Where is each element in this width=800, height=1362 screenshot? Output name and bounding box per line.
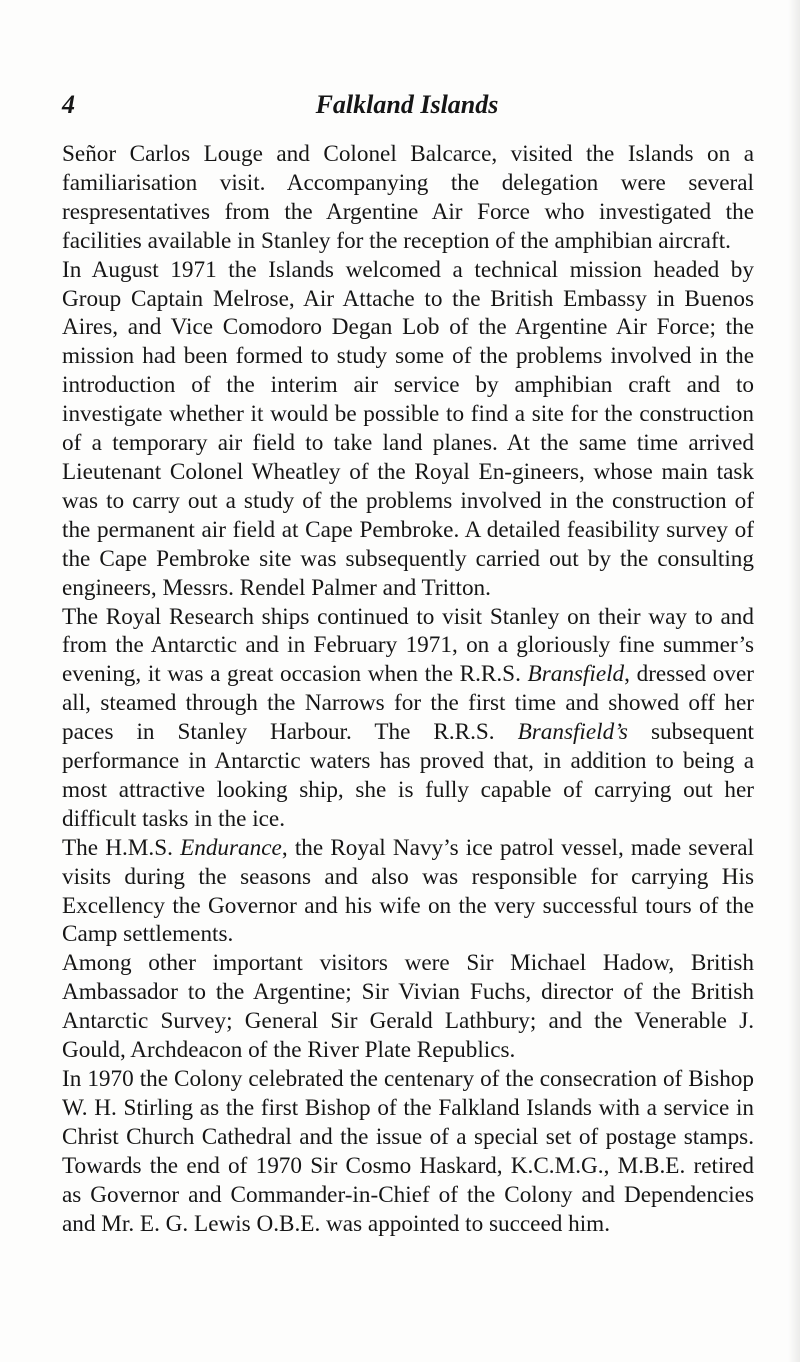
paragraph-text: In 1970 the Colony celebrated the centenary of the consecration of Bishop W. H. Stirling as the first Bishop of the Falkland Islands with a service in Christ Church Cathedral and the issue of a special set of postage stamps. Towards the end of 1970 Sir Cosmo Haskard, K.C.M.G., M.B.E. retired as Governor and Commander-in-Chief of the Colony and Dependencies and Mr. E. G. Lewis O.B.E. was appointed to succeed him.: [62, 1066, 754, 1237]
page-number: 4: [62, 90, 75, 119]
paragraph-text: , dressed over all, steamed through the Narrows for the first time and showed off her paces in Stanley Harbour. The R.R.S.: [62, 661, 754, 746]
paragraph-text: Señor Carlos Louge and Colonel Balcarce, visited the Islands on a familiarisation visit. Accompanying the delegation were several respresentatives from the Argentine Air Force who investigated the facilities available in Stanley for the reception of the amphibian aircraft.: [62, 141, 754, 254]
paragraph: [62, 1065, 754, 1238]
paragraph-text: The H.M.S.: [62, 834, 181, 861]
paragraph: [62, 603, 754, 834]
running-title: Falkland Islands: [315, 90, 499, 119]
paragraph: [62, 834, 754, 950]
ship-name: Bransfield: [527, 661, 625, 688]
paragraph: [62, 256, 754, 603]
paragraph-text: The Royal Research ships continued to visit Stanley on their way to and from the Antarctic and in February 1971, on a gloriously fine summer’s evening, it was a great occasion when the R.R.S.: [62, 603, 754, 688]
paragraph-text: , the Royal Navy’s ice patrol vessel, made several visits during the seasons and also was responsible for carrying His Excellency the Governor and his wife on the very successful tours of the Camp settlements.: [62, 834, 754, 948]
paragraph: [62, 949, 754, 1065]
body-text: [62, 140, 754, 1238]
paragraph-text: subsequent performance in Antarctic waters has proved that, in addition to being a most attractive looking ship, she is fully capable of carrying out her difficult tasks in the ice.: [62, 719, 754, 832]
paragraph-text: Among other important visitors were Sir Michael Hadow, British Ambassador to the Argentine; Sir Vivian Fuchs, director of the British Antarctic Survey; General Sir Gerald Lathbury; and the Venerable J. Gould, Archdeacon of the River Plate Republics.: [62, 950, 754, 1064]
paragraph-text: In August 1971 the Islands welcomed a technical mission headed by Group Captain Melrose, Air Attache to the British Embassy in Buenos Aires, and Vice Comodoro Degan Lob of the Argentine Air Force; the mission had been formed to study some of the problems involved in the introduction of the interim air service by amphibian craft and to investigate whether it would be possible to find a site for the construction of a temporary air field to take land planes. At the same time arrived Lieutenant Colonel Wheatley of the Royal En-gineers, whose main task was to carry out a study of the problems involved in the construction of the permanent air field at Cape Pembroke. A detailed feasibility survey of the Cape Pembroke site was subsequently carried out by the consulting engineers, Messrs. Rendel Palmer and Tritton.: [62, 256, 754, 601]
page-header: [62, 90, 752, 124]
ship-name: Endurance: [180, 834, 282, 861]
ship-name: Bransfield’s: [517, 719, 628, 746]
page-edge-shadow: [788, 0, 800, 1362]
paragraph: [62, 140, 754, 256]
